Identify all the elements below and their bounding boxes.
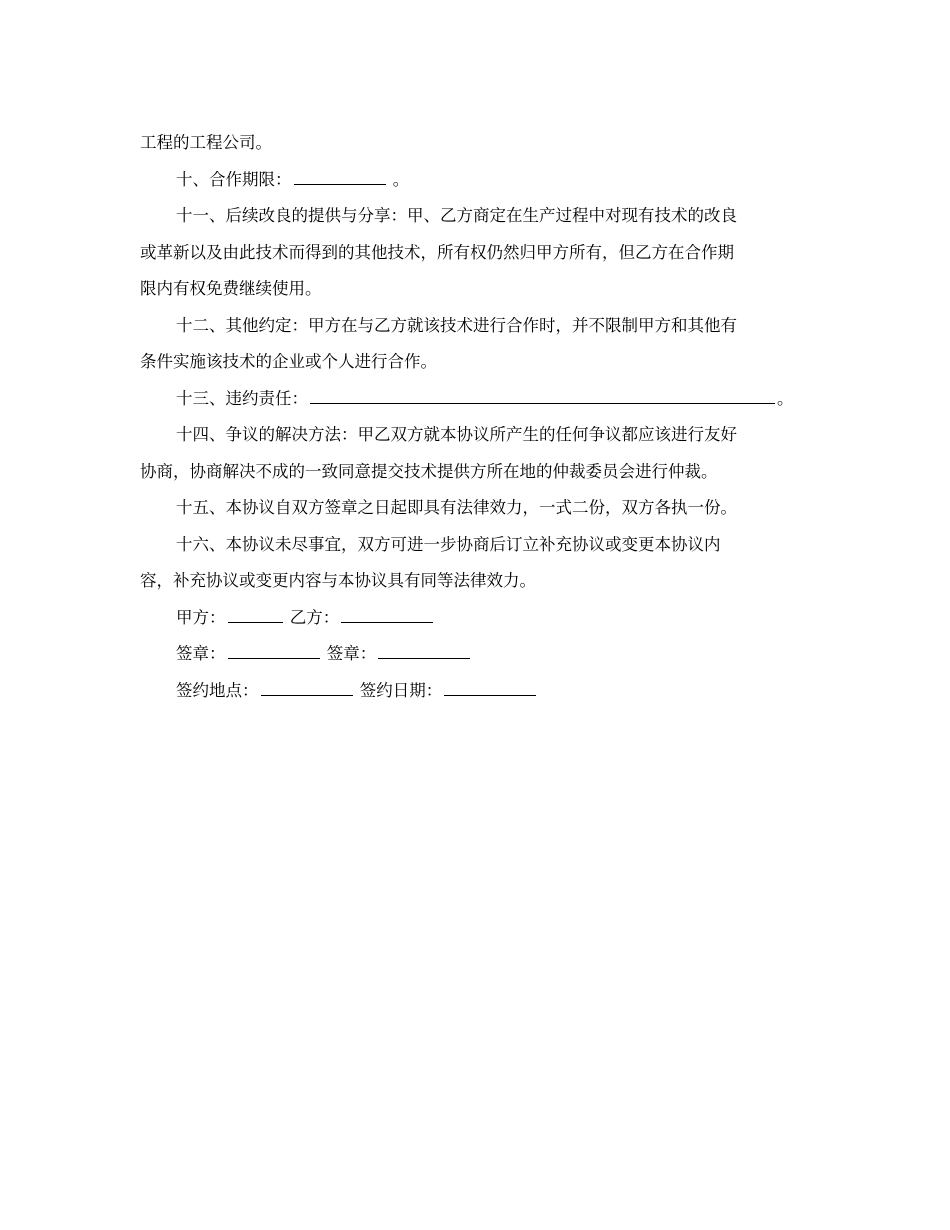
clause-14-line-1 xyxy=(140,417,810,454)
signing-place-blank[interactable] xyxy=(261,681,353,696)
cooperation-term-blank[interactable] xyxy=(294,170,386,185)
clause-11-line-2 xyxy=(140,235,810,272)
signing-date-blank[interactable] xyxy=(444,681,536,696)
text: 十四、争议的解决方法：甲乙双方就本协议所产生的任何争议都应该进行友好 xyxy=(176,425,737,444)
clause-12-line-1 xyxy=(140,308,810,345)
seal-a-blank[interactable] xyxy=(228,644,320,659)
clause-11-line-3 xyxy=(140,271,810,308)
clause-13-label: 十三、违约责任： xyxy=(176,388,308,408)
party-b-label: 乙方： xyxy=(289,607,340,627)
seal-line xyxy=(140,636,810,673)
breach-liability-blank[interactable] xyxy=(310,389,775,404)
clause-11-line-1 xyxy=(140,198,810,235)
text: 限内有权免费继续使用。 xyxy=(140,279,322,298)
seal-a-label: 签章： xyxy=(176,644,226,663)
clause-13 xyxy=(140,381,810,418)
text: 协商，协商解决不成的一致同意提交技术提供方所在地的仲裁委员会进行仲裁。 xyxy=(140,461,718,481)
text: 或革新以及由此技术而得到的其他技术，所有权仍然归甲方所有，但乙方在合作期 xyxy=(140,242,734,262)
clause-14-line-2 xyxy=(140,454,810,491)
clause-10 xyxy=(140,162,810,199)
period: 。 xyxy=(392,169,410,189)
clause-16-line-2 xyxy=(140,563,810,600)
document-page xyxy=(140,125,810,709)
continuation-line xyxy=(140,125,810,162)
text: 十一、后续改良的提供与分享：甲、乙方商定在生产过程中对现有技术的改良 xyxy=(176,206,737,225)
clause-12-line-2 xyxy=(140,344,810,381)
party-b-blank[interactable] xyxy=(341,608,433,623)
seal-b-blank[interactable] xyxy=(378,644,470,659)
place-date-line xyxy=(140,673,810,710)
text: 条件实施该技术的企业或个人进行合作。 xyxy=(140,352,437,371)
signing-place-label: 签约地点： xyxy=(176,680,259,700)
period: 。 xyxy=(777,388,794,408)
text: 十六、本协议未尽事宜，双方可进一步协商后订立补充协议或变更本协议内 xyxy=(176,534,721,554)
seal-b-label: 签章： xyxy=(326,644,377,663)
text: 十五、本协议自双方签章之日起即具有法律效力，一式二份，双方各执一份。 xyxy=(176,498,737,517)
clause-16-line-1 xyxy=(140,527,810,564)
party-a-blank[interactable] xyxy=(228,608,283,623)
text: 十二、其他约定：甲方在与乙方就该技术进行合作时，并不限制甲方和其他有 xyxy=(176,315,737,335)
parties-line xyxy=(140,600,810,637)
text: 容，补充协议或变更内容与本协议具有同等法律效力。 xyxy=(140,571,536,590)
clause-15 xyxy=(140,490,810,527)
signing-date-label: 签约日期： xyxy=(359,680,443,700)
text: 工程的工程公司。 xyxy=(140,133,272,152)
party-a-label: 甲方： xyxy=(176,607,226,627)
clause-10-label: 十、合作期限： xyxy=(176,169,292,189)
